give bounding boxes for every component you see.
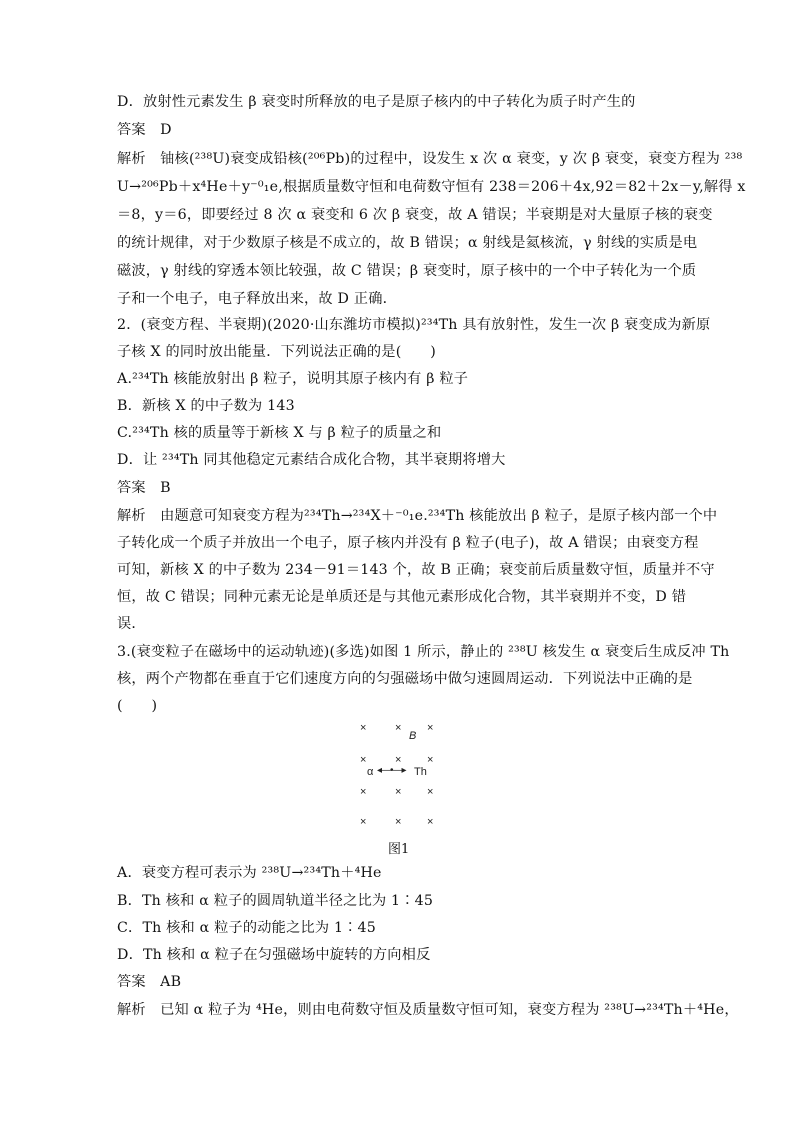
question-3-stem: 核，两个产物都在垂直于它们速度方向的匀强磁场中做匀速圆周运动．下列说法中正确的是	[117, 671, 693, 687]
question-2-stem: 2．(衰变方程、半衰期)(2020·山东潍坊市模拟)²³⁴Th 具有放射性，发生一次 β 衰变成为新原	[117, 317, 711, 333]
analysis-line: U→²⁰⁶Pb＋x⁴He＋y⁻⁰₁e,根据质量数守恒和电荷数守恒有 238＝206＋4x,92＝82＋2x－y,解得 x	[117, 179, 746, 195]
question-2-option-c: C.²³⁴Th 核的质量等于新核 X 与 β 粒子的质量之和	[117, 425, 442, 441]
answer-line-1: 答案 D	[117, 122, 172, 138]
analysis-line: 解析 铀核(²³⁸U)衰变成铅核(²⁰⁶Pb)的过程中，设发生 x 次 α 衰变，y 次 β 衰变，衰变方程为 ²³⁸	[117, 151, 743, 167]
analysis-line-2: 可知，新核 X 的中子数为 234－91＝143 个，故 B 正确；衰变前后质量数守恒，质量并不守	[117, 562, 715, 578]
question-2-option-b: B．新核 X 的中子数为 143	[117, 398, 295, 414]
analysis-line-2: 恒，故 C 错误；同种元素无论是单质还是与其他元素形成化合物，其半衰期并不变，D 错	[117, 589, 687, 605]
field-cross: ×	[360, 754, 367, 766]
question-3-option-b: B．Th 核和 α 粒子的圆周轨道半径之比为 1∶45	[117, 893, 434, 909]
figure-1-magnetic-field	[330, 716, 470, 856]
question-3-stem: ( )	[117, 698, 158, 714]
question-2-stem: 子核 X 的同时放出能量．下列说法正确的是( )	[117, 344, 436, 360]
field-cross: ×	[395, 816, 402, 828]
analysis-line: 的统计规律，对于少数原子核是不成立的，故 B 错误；α 射线是氦核流，γ 射线的实质是电	[117, 235, 698, 251]
field-cross: ×	[395, 754, 402, 766]
analysis-line-2: 子转化成一个质子并放出一个电子，原子核内并没有 β 粒子(电子)，故 A 错误；由衰变方程	[117, 535, 699, 551]
field-cross: ×	[360, 786, 367, 798]
field-cross: ×	[395, 722, 402, 734]
option-d-line: D．放射性元素发生 β 衰变时所释放的电子是原子核内的中子转化为质子时产生的	[117, 94, 636, 110]
question-2-option-d: D．让 ²³⁴Th 同其他稳定元素结合成化合物，其半衰期将增大	[117, 452, 506, 468]
analysis-line-2: 解析 由题意可知衰变方程为²³⁴Th→²³⁴X＋⁻⁰₁e.²³⁴Th 核能放出 β 粒子，是原子核内部一个中	[117, 508, 718, 524]
analysis-line-3: 解析 已知 α 粒子为 ⁴He，则由电荷数守恒及质量数守恒可知，衰变方程为 ²³⁸U→²³⁴Th＋⁴He，	[117, 1002, 739, 1018]
field-cross: ×	[360, 816, 367, 828]
field-cross: ×	[427, 816, 434, 828]
alpha-label: α	[367, 766, 374, 778]
answer-line-2: 答案 B	[117, 480, 171, 496]
velocity-arrows: ◂—•—▸	[377, 765, 406, 776]
analysis-line-2: 误．	[117, 616, 146, 632]
field-cross: ×	[360, 722, 367, 734]
field-cross: ×	[427, 786, 434, 798]
question-3-option-a: A．衰变方程可表示为 ²³⁸U→²³⁴Th＋⁴He	[117, 865, 382, 881]
question-3-stem: 3.(衰变粒子在磁场中的运动轨迹)(多选)如图 1 所示，静止的 ²³⁸U 核发生 α 衰变后生成反冲 Th	[117, 644, 730, 660]
th-label: Th	[414, 766, 427, 778]
question-3-option-c: C．Th 核和 α 粒子的动能之比为 1∶45	[117, 920, 377, 936]
figure-caption: 图1	[388, 842, 410, 857]
answer-line-3: 答案 AB	[117, 974, 182, 990]
question-3-option-d: D．Th 核和 α 粒子在匀强磁场中旋转的方向相反	[117, 947, 431, 963]
analysis-line: 磁波，γ 射线的穿透本领比较强，故 C 错误；β 衰变时，原子核中的一个中子转化为一个质	[117, 263, 697, 279]
field-cross: ×	[395, 786, 402, 798]
field-cross: ×	[427, 754, 434, 766]
analysis-line: 子和一个电子，电子释放出来，故 D 正确．	[117, 291, 397, 307]
field-cross: ×	[427, 722, 434, 734]
field-label-b: B	[409, 730, 417, 742]
analysis-line: ＝8，y＝6，即要经过 8 次 α 衰变和 6 次 β 衰变，故 A 错误；半衰期是对大量原子核的衰变	[117, 207, 713, 223]
question-2-option-a: A.²³⁴Th 核能放射出 β 粒子，说明其原子核内有 β 粒子	[117, 371, 469, 387]
